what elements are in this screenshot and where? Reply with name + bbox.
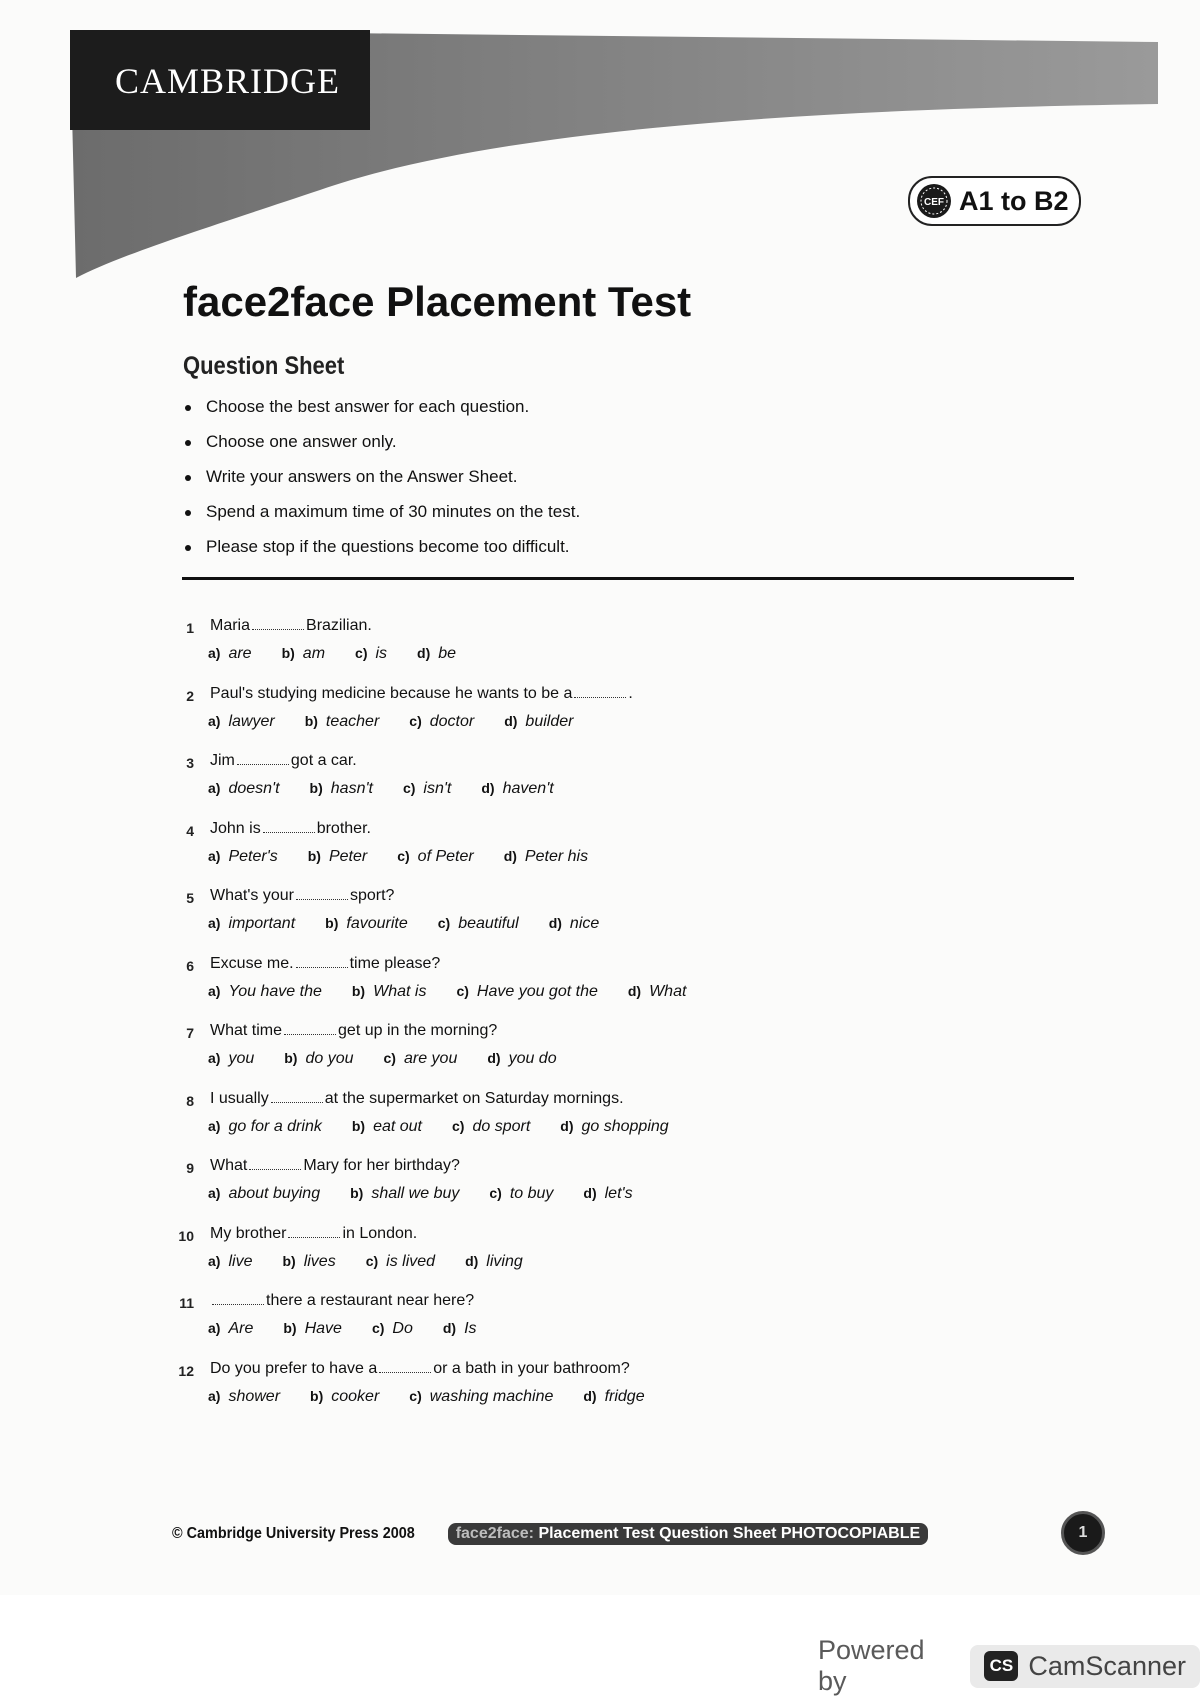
- option-text: let's: [604, 1185, 633, 1202]
- answer-blank: [296, 887, 348, 900]
- answer-options: [208, 1320, 477, 1338]
- answer-option: [504, 848, 588, 866]
- answer-option: [504, 713, 573, 731]
- option-text: Do: [392, 1320, 413, 1337]
- answer-option: [481, 780, 553, 798]
- option-text: What is: [373, 982, 427, 1000]
- cambridge-logo: [70, 30, 370, 130]
- answer-options: [208, 1253, 523, 1271]
- option-letter: c): [452, 1117, 465, 1134]
- option-text: Peter his: [524, 847, 589, 865]
- question-number: 10: [178, 1227, 194, 1244]
- answer-blank: [284, 1022, 336, 1035]
- option-letter: a): [208, 1387, 221, 1404]
- answer-option: [208, 983, 322, 1001]
- question-stem: [210, 1360, 630, 1378]
- option-text: is lived: [386, 1252, 436, 1270]
- answer-option: [560, 1118, 668, 1136]
- option-text: am: [302, 645, 326, 662]
- answer-option: [417, 645, 456, 663]
- answer-option: [443, 1320, 477, 1338]
- option-text: lives: [303, 1252, 336, 1270]
- question-stem: [210, 685, 633, 703]
- answer-option: [366, 1253, 435, 1271]
- option-text: You have the: [228, 982, 322, 1000]
- answer-option: [208, 713, 275, 731]
- option-text: important: [228, 915, 296, 932]
- option-text: lawyer: [228, 712, 275, 730]
- option-letter: a): [208, 780, 221, 796]
- copyright: © Cambridge University Press 2008: [172, 1525, 415, 1542]
- level-badge: [908, 176, 1081, 226]
- answer-option: [372, 1320, 413, 1338]
- stem-before: What's your: [210, 887, 294, 904]
- question-number: 5: [186, 890, 194, 906]
- answer-option: [549, 915, 600, 933]
- option-letter: a): [208, 847, 221, 864]
- answer-option: [489, 1185, 553, 1203]
- option-letter: c): [397, 847, 410, 864]
- option-letter: b): [310, 1387, 324, 1404]
- instruction-item: Choose one answer only.: [183, 430, 580, 465]
- answer-blank: [237, 752, 289, 765]
- answer-options: [208, 915, 599, 933]
- stem-after: or a bath in your bathroom?: [433, 1359, 630, 1377]
- option-letter: b): [309, 780, 323, 796]
- question-item: [170, 1287, 1070, 1355]
- option-letter: c): [456, 982, 469, 999]
- option-text: to buy: [509, 1185, 554, 1202]
- option-letter: d): [487, 1050, 501, 1066]
- option-letter: a): [208, 982, 221, 999]
- option-letter: c): [409, 712, 422, 729]
- option-letter: d): [417, 645, 431, 661]
- question-number: 3: [186, 755, 194, 771]
- answer-option: [409, 1388, 553, 1406]
- answer-option: [208, 1118, 322, 1136]
- stem-after: time please?: [349, 954, 441, 972]
- option-letter: d): [481, 780, 495, 796]
- option-text: builder: [525, 712, 574, 730]
- option-text: hasn't: [330, 780, 373, 797]
- option-letter: b): [284, 1050, 298, 1066]
- option-letter: c): [409, 1387, 422, 1404]
- answer-blank: [296, 955, 348, 968]
- answer-option: [208, 1320, 253, 1338]
- answer-options: [208, 1118, 669, 1136]
- instruction-item: Please stop if the questions become too difficult.: [183, 535, 580, 570]
- option-letter: c): [355, 645, 368, 661]
- answer-options: [208, 1050, 557, 1068]
- option-letter: d): [504, 712, 518, 729]
- answer-options: [208, 983, 686, 1001]
- answer-options: [208, 780, 554, 798]
- answer-options: [208, 1388, 645, 1406]
- stem-after: in London.: [342, 1224, 418, 1242]
- footer-tag-text: Placement Test Question Sheet PHOTOCOPIABLE: [538, 1525, 921, 1542]
- option-text: live: [228, 1252, 253, 1270]
- stem-after: Brazilian.: [306, 617, 372, 634]
- camscanner-watermark: [818, 1635, 1200, 1697]
- instruction-item: Choose the best answer for each question.: [183, 395, 580, 430]
- question-number: 4: [186, 822, 194, 839]
- option-text: you do: [508, 1050, 557, 1067]
- option-text: fridge: [604, 1387, 645, 1405]
- question-number: 11: [179, 1295, 194, 1311]
- option-text: Are: [228, 1320, 254, 1337]
- option-letter: b): [304, 712, 318, 729]
- answer-blank: [271, 1090, 323, 1103]
- stem-before: My brother: [210, 1224, 287, 1242]
- option-text: What: [649, 982, 687, 1000]
- footer-tag: [448, 1523, 928, 1545]
- question-stem: [210, 955, 440, 973]
- answer-option: [583, 1185, 632, 1203]
- answer-option: [487, 1050, 556, 1068]
- option-text: go for a drink: [228, 1117, 322, 1135]
- option-text: living: [486, 1252, 523, 1270]
- answer-option: [438, 915, 519, 933]
- stem-after: got a car.: [290, 752, 357, 769]
- answer-option: [208, 848, 278, 866]
- stem-before: Paul's studying medicine because he wants to be a: [210, 684, 573, 702]
- question-item: [170, 1152, 1070, 1220]
- question-stem: [210, 617, 372, 635]
- answer-option: [283, 1320, 342, 1338]
- question-number: 2: [186, 687, 194, 704]
- cef-label: CEF: [924, 197, 944, 208]
- answer-blank: [212, 1292, 264, 1305]
- option-letter: a): [208, 1320, 221, 1336]
- question-number: 1: [186, 620, 194, 636]
- stem-after: .: [628, 684, 633, 702]
- question-stem: [210, 1292, 474, 1310]
- stem-after: at the supermarket on Saturday mornings.: [324, 1089, 624, 1107]
- option-text: are you: [403, 1050, 458, 1067]
- cef-icon: [915, 182, 953, 220]
- publisher-name: CAMBRIDGE: [115, 61, 341, 101]
- option-text: cooker: [331, 1387, 380, 1405]
- option-text: haven't: [502, 780, 554, 797]
- option-text: shower: [228, 1387, 281, 1405]
- question-stem: [210, 1090, 624, 1108]
- question-stem: [210, 1225, 417, 1243]
- option-letter: a): [208, 1252, 221, 1269]
- option-text: do sport: [472, 1117, 531, 1135]
- option-text: do you: [305, 1050, 354, 1067]
- answer-blank: [249, 1157, 301, 1170]
- option-letter: a): [208, 1050, 221, 1066]
- answer-option: [355, 645, 387, 663]
- page-title: face2face Placement Test: [183, 278, 692, 325]
- option-letter: b): [351, 1117, 366, 1134]
- answer-blank: [252, 617, 304, 630]
- option-letter: c): [437, 915, 451, 931]
- answer-option: [452, 1118, 530, 1136]
- stem-before: What: [210, 1157, 248, 1174]
- stem-before: What time: [210, 1022, 283, 1039]
- option-letter: d): [560, 1117, 574, 1134]
- answer-option: [282, 1253, 335, 1271]
- option-letter: d): [548, 915, 562, 931]
- option-letter: d): [465, 1252, 479, 1269]
- answer-option: [208, 1388, 280, 1406]
- answer-blank: [288, 1225, 340, 1238]
- stem-after: get up in the morning?: [338, 1022, 498, 1039]
- option-text: doesn't: [228, 780, 280, 797]
- option-letter: c): [371, 1320, 385, 1336]
- camscanner-logo-icon: CS: [984, 1651, 1018, 1681]
- footer: [172, 1523, 928, 1545]
- powered-by-text: Powered by: [818, 1635, 925, 1696]
- option-letter: c): [365, 1252, 379, 1269]
- question-number: 8: [186, 1092, 194, 1109]
- option-letter: a): [208, 1185, 221, 1201]
- answer-option: [583, 1388, 644, 1406]
- question-stem: [210, 752, 357, 770]
- question-item: [170, 815, 1070, 883]
- question-stem: [210, 820, 371, 838]
- stem-before: Maria: [210, 617, 251, 634]
- question-number: 6: [186, 957, 194, 974]
- answer-option: [465, 1253, 523, 1271]
- question-stem: [210, 887, 394, 905]
- option-letter: b): [350, 1185, 364, 1201]
- question-item: [170, 680, 1070, 748]
- answer-option: [310, 780, 373, 798]
- stem-after: sport?: [349, 887, 395, 904]
- question-item: [170, 1355, 1070, 1423]
- stem-after: brother.: [316, 819, 371, 837]
- question-item: [170, 882, 1070, 950]
- option-text: shall we buy: [371, 1185, 460, 1202]
- question-number: 9: [186, 1160, 194, 1176]
- option-letter: c): [383, 1050, 396, 1066]
- option-text: about buying: [228, 1185, 321, 1202]
- option-text: Peter: [328, 847, 368, 865]
- level-range: A1 to B2: [959, 185, 1069, 216]
- answer-option: [352, 1118, 422, 1136]
- option-letter: d): [627, 982, 642, 999]
- page-number: 1: [1061, 1511, 1105, 1555]
- option-text: washing machine: [429, 1387, 554, 1405]
- answer-options: [208, 848, 588, 866]
- option-letter: b): [283, 1320, 297, 1336]
- option-text: be: [438, 645, 457, 662]
- answer-options: [208, 645, 456, 663]
- option-text: Peter's: [228, 847, 278, 865]
- answer-option: [308, 848, 367, 866]
- option-letter: d): [583, 1387, 597, 1404]
- footer-brand: face2face:: [455, 1525, 534, 1542]
- question-item: [170, 747, 1070, 815]
- option-letter: a): [208, 645, 221, 661]
- answer-option: [208, 1050, 254, 1068]
- stem-before: Excuse me.: [210, 954, 294, 972]
- option-text: are: [228, 645, 252, 662]
- question-item: [170, 1220, 1070, 1288]
- instruction-item: Spend a maximum time of 30 minutes on the test.: [183, 500, 580, 535]
- answer-option: [208, 780, 280, 798]
- question-number: 12: [178, 1362, 194, 1379]
- answer-options: [208, 1185, 633, 1203]
- option-letter: d): [583, 1185, 597, 1201]
- option-text: you: [228, 1050, 255, 1067]
- question-item: [170, 950, 1070, 1018]
- question-number: 7: [186, 1025, 194, 1041]
- question-stem: [210, 1022, 497, 1040]
- option-text: teacher: [325, 712, 380, 730]
- answer-option: [208, 915, 295, 933]
- option-text: is: [375, 645, 388, 662]
- answer-option: [282, 645, 325, 663]
- stem-before: John is: [210, 819, 261, 837]
- option-text: favourite: [346, 915, 408, 932]
- option-text: Is: [464, 1320, 477, 1337]
- option-text: Have you got the: [476, 982, 598, 1000]
- question-item: [170, 1017, 1070, 1085]
- page-subtitle: Question Sheet: [183, 352, 345, 380]
- option-text: nice: [569, 915, 600, 932]
- question-stem: [210, 1157, 460, 1175]
- stem-after: there a restaurant near here?: [266, 1292, 475, 1309]
- option-letter: b): [281, 645, 295, 661]
- answer-option: [403, 780, 451, 798]
- answer-option: [350, 1185, 459, 1203]
- answer-blank: [263, 820, 315, 833]
- camscanner-badge: [970, 1645, 1200, 1688]
- divider: [182, 577, 1074, 580]
- stem-before: Do you prefer to have a: [210, 1359, 378, 1377]
- option-text: of Peter: [417, 847, 474, 865]
- question-list: [170, 612, 1070, 1422]
- answer-option: [208, 1253, 252, 1271]
- option-letter: c): [402, 780, 416, 796]
- question-item: [170, 1085, 1070, 1153]
- answer-option: [284, 1050, 353, 1068]
- answer-blank: [574, 685, 626, 698]
- answer-option: [397, 848, 473, 866]
- option-text: go shopping: [581, 1117, 669, 1135]
- answer-option: [208, 1185, 320, 1203]
- option-text: eat out: [373, 1117, 422, 1135]
- option-letter: b): [307, 847, 321, 864]
- answer-option: [305, 713, 380, 731]
- option-text: doctor: [429, 712, 475, 730]
- instruction-item: Write your answers on the Answer Sheet.: [183, 465, 580, 500]
- answer-blank: [379, 1360, 431, 1373]
- instructions-list: [183, 395, 580, 570]
- option-letter: a): [208, 712, 221, 729]
- answer-option: [310, 1388, 379, 1406]
- option-letter: b): [325, 915, 339, 931]
- stem-before: I usually: [210, 1089, 269, 1107]
- answer-option: [628, 983, 687, 1001]
- option-letter: a): [208, 915, 221, 931]
- answer-option: [409, 713, 474, 731]
- option-letter: d): [442, 1320, 457, 1336]
- option-letter: b): [351, 982, 366, 999]
- answer-option: [325, 915, 408, 933]
- stem-after: Mary for her birthday?: [303, 1157, 460, 1174]
- answer-option: [208, 645, 252, 663]
- camscanner-name: CamScanner: [1028, 1650, 1186, 1681]
- answer-options: [208, 713, 573, 731]
- answer-option: [352, 983, 427, 1001]
- option-letter: b): [282, 1252, 296, 1269]
- option-letter: a): [208, 1117, 221, 1134]
- option-letter: d): [503, 847, 517, 864]
- option-text: beautiful: [458, 915, 519, 932]
- answer-option: [384, 1050, 458, 1068]
- answer-option: [456, 983, 597, 1001]
- question-item: [170, 612, 1070, 680]
- option-text: Have: [304, 1320, 342, 1337]
- stem-before: Jim: [210, 752, 235, 769]
- option-letter: c): [489, 1185, 502, 1201]
- option-text: isn't: [423, 780, 452, 797]
